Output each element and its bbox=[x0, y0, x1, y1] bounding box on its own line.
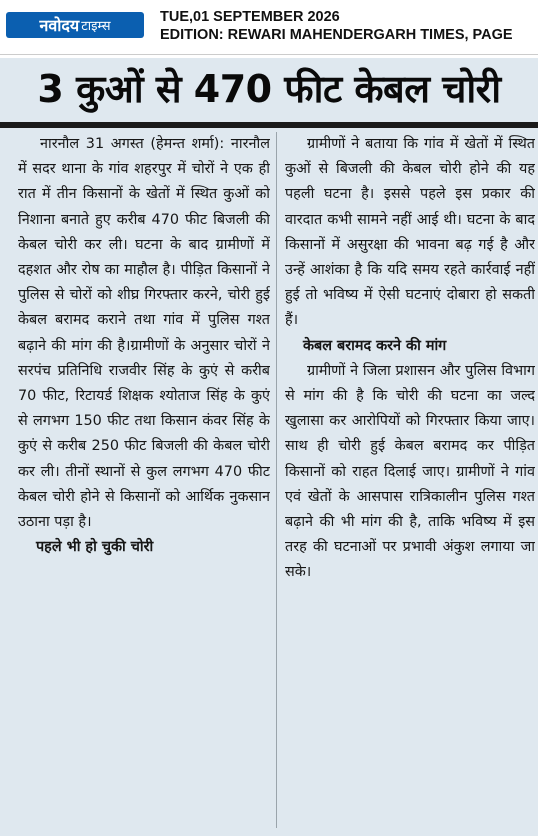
logo-sub-text: टाइम्स bbox=[81, 19, 111, 34]
news-clipping bbox=[0, 58, 538, 836]
edition-name: EDITION: REWARI MAHENDERGARH TIMES, PAGE bbox=[160, 27, 513, 43]
headline-rule bbox=[0, 122, 538, 128]
article-paragraph: नारनौल 31 अगस्त (हेमन्त शर्मा): नारनौल में सदर थाना के गांव शहरपुर में चोरों ने एक ही रात में तीन किसानों के खेतों में स्थित कुओं को निशाना बनाते हुए करीब 470 फीट बिजली की केबल चोरी कर ली। घटना के बाद ग्रामीणों में दहशत और रोष का माहौल है। पीड़ित किसानों ने पुलिस से चोरों को शीघ्र गिरफ्तार करने, चोरी हुई केबल बरामद कराने तथा गांव में पुलिस गश्त बढ़ाने की मांग की है।ग्रामीणों के अनुसार चोरों ने सरपंच प्रतिनिधि राजवीर सिंह के कुएं से करीब 70 फीट, रिटायर्ड शिक्षक श्योताज सिंह के कुएं से लगभग 150 फीट तथा किसान कंवर सिंह के कुएं से करीब 250 फीट बिजली की केबल चोरी कर ली। तीनों स्थानों से कुल लगभग 470 फीट केबल चोरी होने से किसानों को आर्थिक नुकसान उठाना पड़ा है। bbox=[18, 136, 270, 531]
masthead bbox=[0, 0, 538, 54]
article-headline: 3 कुओं से 470 फीट केबल चोरी bbox=[37, 67, 501, 111]
edition-meta bbox=[160, 8, 538, 44]
article-column-right bbox=[285, 132, 535, 832]
article-paragraph: ग्रामीणों ने बताया कि गांव में खेतों में स्थित कुओं से बिजली की केबल चोरी होने की यह पहली घटना है। इससे पहले इस प्रकार की वारदात कभी सामने नहीं आई थी। घटना के बाद किसानों में असुरक्षा की भावना बढ़ गई है और उन्हें आशंका है कि यदि समय रहते कार्रवाई नहीं हुई तो भविष्य में ऐसी घटनाएं दोबारा हो सकती हैं। bbox=[285, 136, 535, 329]
article-column-left bbox=[18, 132, 270, 832]
article-subheading: पहले भी हो चुकी चोरी bbox=[36, 539, 154, 556]
article-paragraph: ग्रामीणों ने जिला प्रशासन और पुलिस विभाग से मांग की है कि चोरी की घटना का जल्द खुलासा कर आरोपियों को गिरफ्तार किया जाए। साथ ही चोरी हुई केबल बरामद कर पीड़ित किसानों को राहत दिलाई जाए। ग्रामीणों ने गांव एवं खेतों के आसपास रात्रिकालीन पुलिस गश्त बढ़ाने की भी मांग की है, ताकि भविष्य में इस तरह की घटनाओं पर प्रभावी अंकुश लगाया जा सके। bbox=[285, 362, 535, 581]
publication-date: TUE,01 SEPTEMBER 2026 bbox=[160, 9, 340, 25]
article-subheading: केबल बरामद करने की मांग bbox=[303, 337, 447, 354]
column-divider bbox=[276, 132, 277, 828]
logo-main-text: नवोदय bbox=[39, 16, 80, 35]
newspaper-logo[interactable] bbox=[6, 12, 144, 38]
masthead-divider bbox=[0, 54, 538, 55]
